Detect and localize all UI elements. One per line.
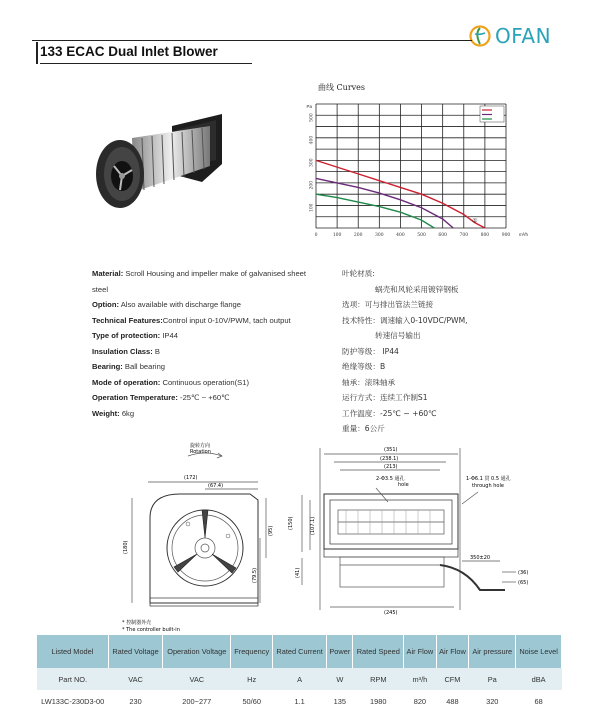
cn-spec-line: 叶轮材质: [342,269,375,278]
page-title: 133 ECAC Dual Inlet Blower [40,44,218,59]
table-cell: 1980 [353,690,404,712]
table-cell: 50/60 [231,690,273,712]
cn-spec-line: 蜗壳和风轮采用镀锌钢板 [375,284,459,294]
table-cell: m³/h [404,668,437,690]
rotation-en-label: Rotation [190,449,211,455]
dim-67-label: (67.4) [208,483,224,489]
y-tick-label: 500 [309,113,315,122]
blower-product-image [92,104,228,214]
table-cell: Hz [231,668,273,690]
controller-cn-label: * 控制器外壳 [122,620,152,626]
y-tick-label: 100 [309,203,315,213]
chart-grid [316,104,506,228]
table-header: Power [327,635,353,668]
en-spec-label: Technical Features: [92,315,163,325]
table-header: Air Flow [436,635,469,668]
dim-95-label: (95) [268,525,274,536]
y-tick-label: 400 [309,135,315,145]
table-cell: LW133C-230D3-00 [37,690,108,712]
table-cell: A [272,668,326,690]
table-cell: Pa [469,668,516,690]
x-tick-label: 200 [353,233,363,238]
through-hole-en-label: through hole [472,483,504,489]
fan-logo-icon [468,24,492,48]
en-spec-text: Continuous operation(S1) [160,377,249,387]
en-spec-line [92,359,320,375]
table-cell: 820 [404,690,437,712]
dim-150-label: (150) [288,516,294,530]
table-header: Operation Voltage [163,635,231,668]
en-spec-text: -25℃ ~ +60℃ [177,393,230,402]
table-cell: 135 [327,690,353,712]
table-header: Rated Speed [353,635,404,668]
en-spec-label: Weight: [92,408,120,418]
front-view-drawing [110,438,285,638]
en-spec-label: Mode of operation: [92,377,161,387]
x-axis-label: m³/h [519,232,528,237]
table-cell: 68 [516,690,562,712]
en-spec-text: 6kg [119,408,135,418]
x-tick-label: 100 [332,233,342,238]
y-tick-label: 300 [309,158,315,167]
table-cell: RPM [353,668,404,690]
dim-41-label: (41) [295,567,301,578]
table-cell: 200~277 [163,690,231,712]
brand-logo [468,24,551,48]
dim-180-label: (180) [123,540,129,554]
y-axis-label: Pa [306,104,312,109]
x-tick-label: 400 [396,233,405,238]
table-cell: 1.1 [272,690,326,712]
hole-cn-label: 2-Φ3.5 通孔 [376,476,405,482]
en-spec-line [92,328,320,344]
x-tick-label: 900 [501,233,511,238]
title-bar [36,42,38,64]
en-spec-text: Ball bearing [122,362,166,371]
table-header: Noise Level [516,635,562,668]
table-cell: CFM [436,668,469,690]
en-spec-label: Bearing: [92,362,123,371]
en-spec-line [92,344,320,360]
dim-351-label: (351) [384,447,398,453]
x-tick-label: 300 [375,233,384,238]
performance-chart [296,96,546,246]
en-spec-line [92,266,320,297]
x-tick-label: 800 [480,233,490,238]
dim-213-label: (213) [384,464,398,470]
curve-annotation: ① [472,218,478,225]
table-header: Air pressure [469,635,516,668]
series-line-3 [316,194,434,228]
specs-en [92,266,320,421]
series-line-2 [316,178,453,228]
en-spec-text: Scroll Housing and impeller make of galvanised sheet steel [92,269,307,294]
en-spec-text: Also available with discharge flange [119,300,241,309]
en-spec-label: Operation Temperature: [92,393,178,402]
table-cell: W [327,668,353,690]
rotation-cn-label: 旋转方向 [190,443,211,449]
curves-label: 曲线 Curves [318,83,365,92]
en-spec-label: Insulation Class: [92,346,153,356]
table-header: Air Flow [404,635,437,668]
table-cell: Part NO. [37,668,108,690]
cn-spec-line: 工作温度：-25℃ ~ +60℃ [342,408,437,418]
table-cell: dBA [516,668,562,690]
hole-en-label: hole [398,482,409,488]
table-header: Rated Voltage [108,635,162,668]
en-spec-label: Type of protection: [92,331,161,340]
en-spec-label: Option: [92,300,119,309]
dim-245-label: (245) [384,610,398,616]
cn-spec-line: 防护等级： IP44 [342,346,399,356]
en-spec-line [92,313,320,329]
cn-spec-line: 运行方式：连续工作制S1 [342,393,428,402]
spec-table [37,635,562,712]
through-hole-cn-label: 1-Φ6.1 贯 0.5 通孔 [466,476,511,482]
table-header: Rated Current [272,635,326,668]
x-tick-label: 600 [438,233,447,238]
table-cell: 320 [469,690,516,712]
cn-spec-line: 绝缘等级：B [342,362,386,371]
dim-36-label: (36) [518,570,529,576]
table-header: Listed Model [37,635,108,668]
dim-238-label: (238.1) [380,456,399,462]
brand-name: OFAN [495,24,552,48]
en-spec-text: IP44 [160,331,178,340]
controller-en-label: * The controller built-in [122,627,180,633]
en-spec-line [92,297,320,313]
table-header: Frequency [231,635,273,668]
table-cell: VAC [108,668,162,690]
cn-spec-line: 转速信号输出 [375,331,421,340]
x-tick-label: 0 [314,233,318,238]
en-spec-label: Material: [92,269,124,278]
x-tick-label: 700 [459,233,469,238]
table-cell: 230 [108,690,162,712]
table-cell: 488 [436,690,469,712]
table-header-row [37,635,562,668]
cable-length-label: 350±20 [470,555,491,561]
chart-legend [480,106,504,122]
cn-spec-line: 重量：6公斤 [342,424,385,433]
y-tick-label: 200 [309,180,315,190]
cn-spec-line: 选项：可与排出管法兰链接 [342,300,434,309]
cn-spec-line: 轴承：滚珠轴承 [342,377,396,387]
en-spec-text: B [152,346,160,356]
dim-172-label: (172) [184,475,198,481]
dim-107-label: (107.1) [310,516,316,535]
en-spec-text: Control input 0-10V/PWM, tach output [162,315,291,325]
dim-65-label: (65) [518,580,529,586]
title-rule [32,40,472,41]
specs-cn [342,266,542,437]
title-underline [40,63,252,64]
en-spec-line [92,390,320,406]
side-view-drawing [280,440,550,620]
table-row [37,690,562,712]
cn-spec-line: 技术特性：调速输入0-10VDC/PWM, [342,315,468,325]
en-spec-line [92,375,320,391]
table-unit-row [37,668,562,690]
en-spec-line [92,406,320,422]
dim-79-label: (79.5) [252,567,258,583]
x-tick-label: 500 [417,233,426,238]
table-cell: VAC [163,668,231,690]
